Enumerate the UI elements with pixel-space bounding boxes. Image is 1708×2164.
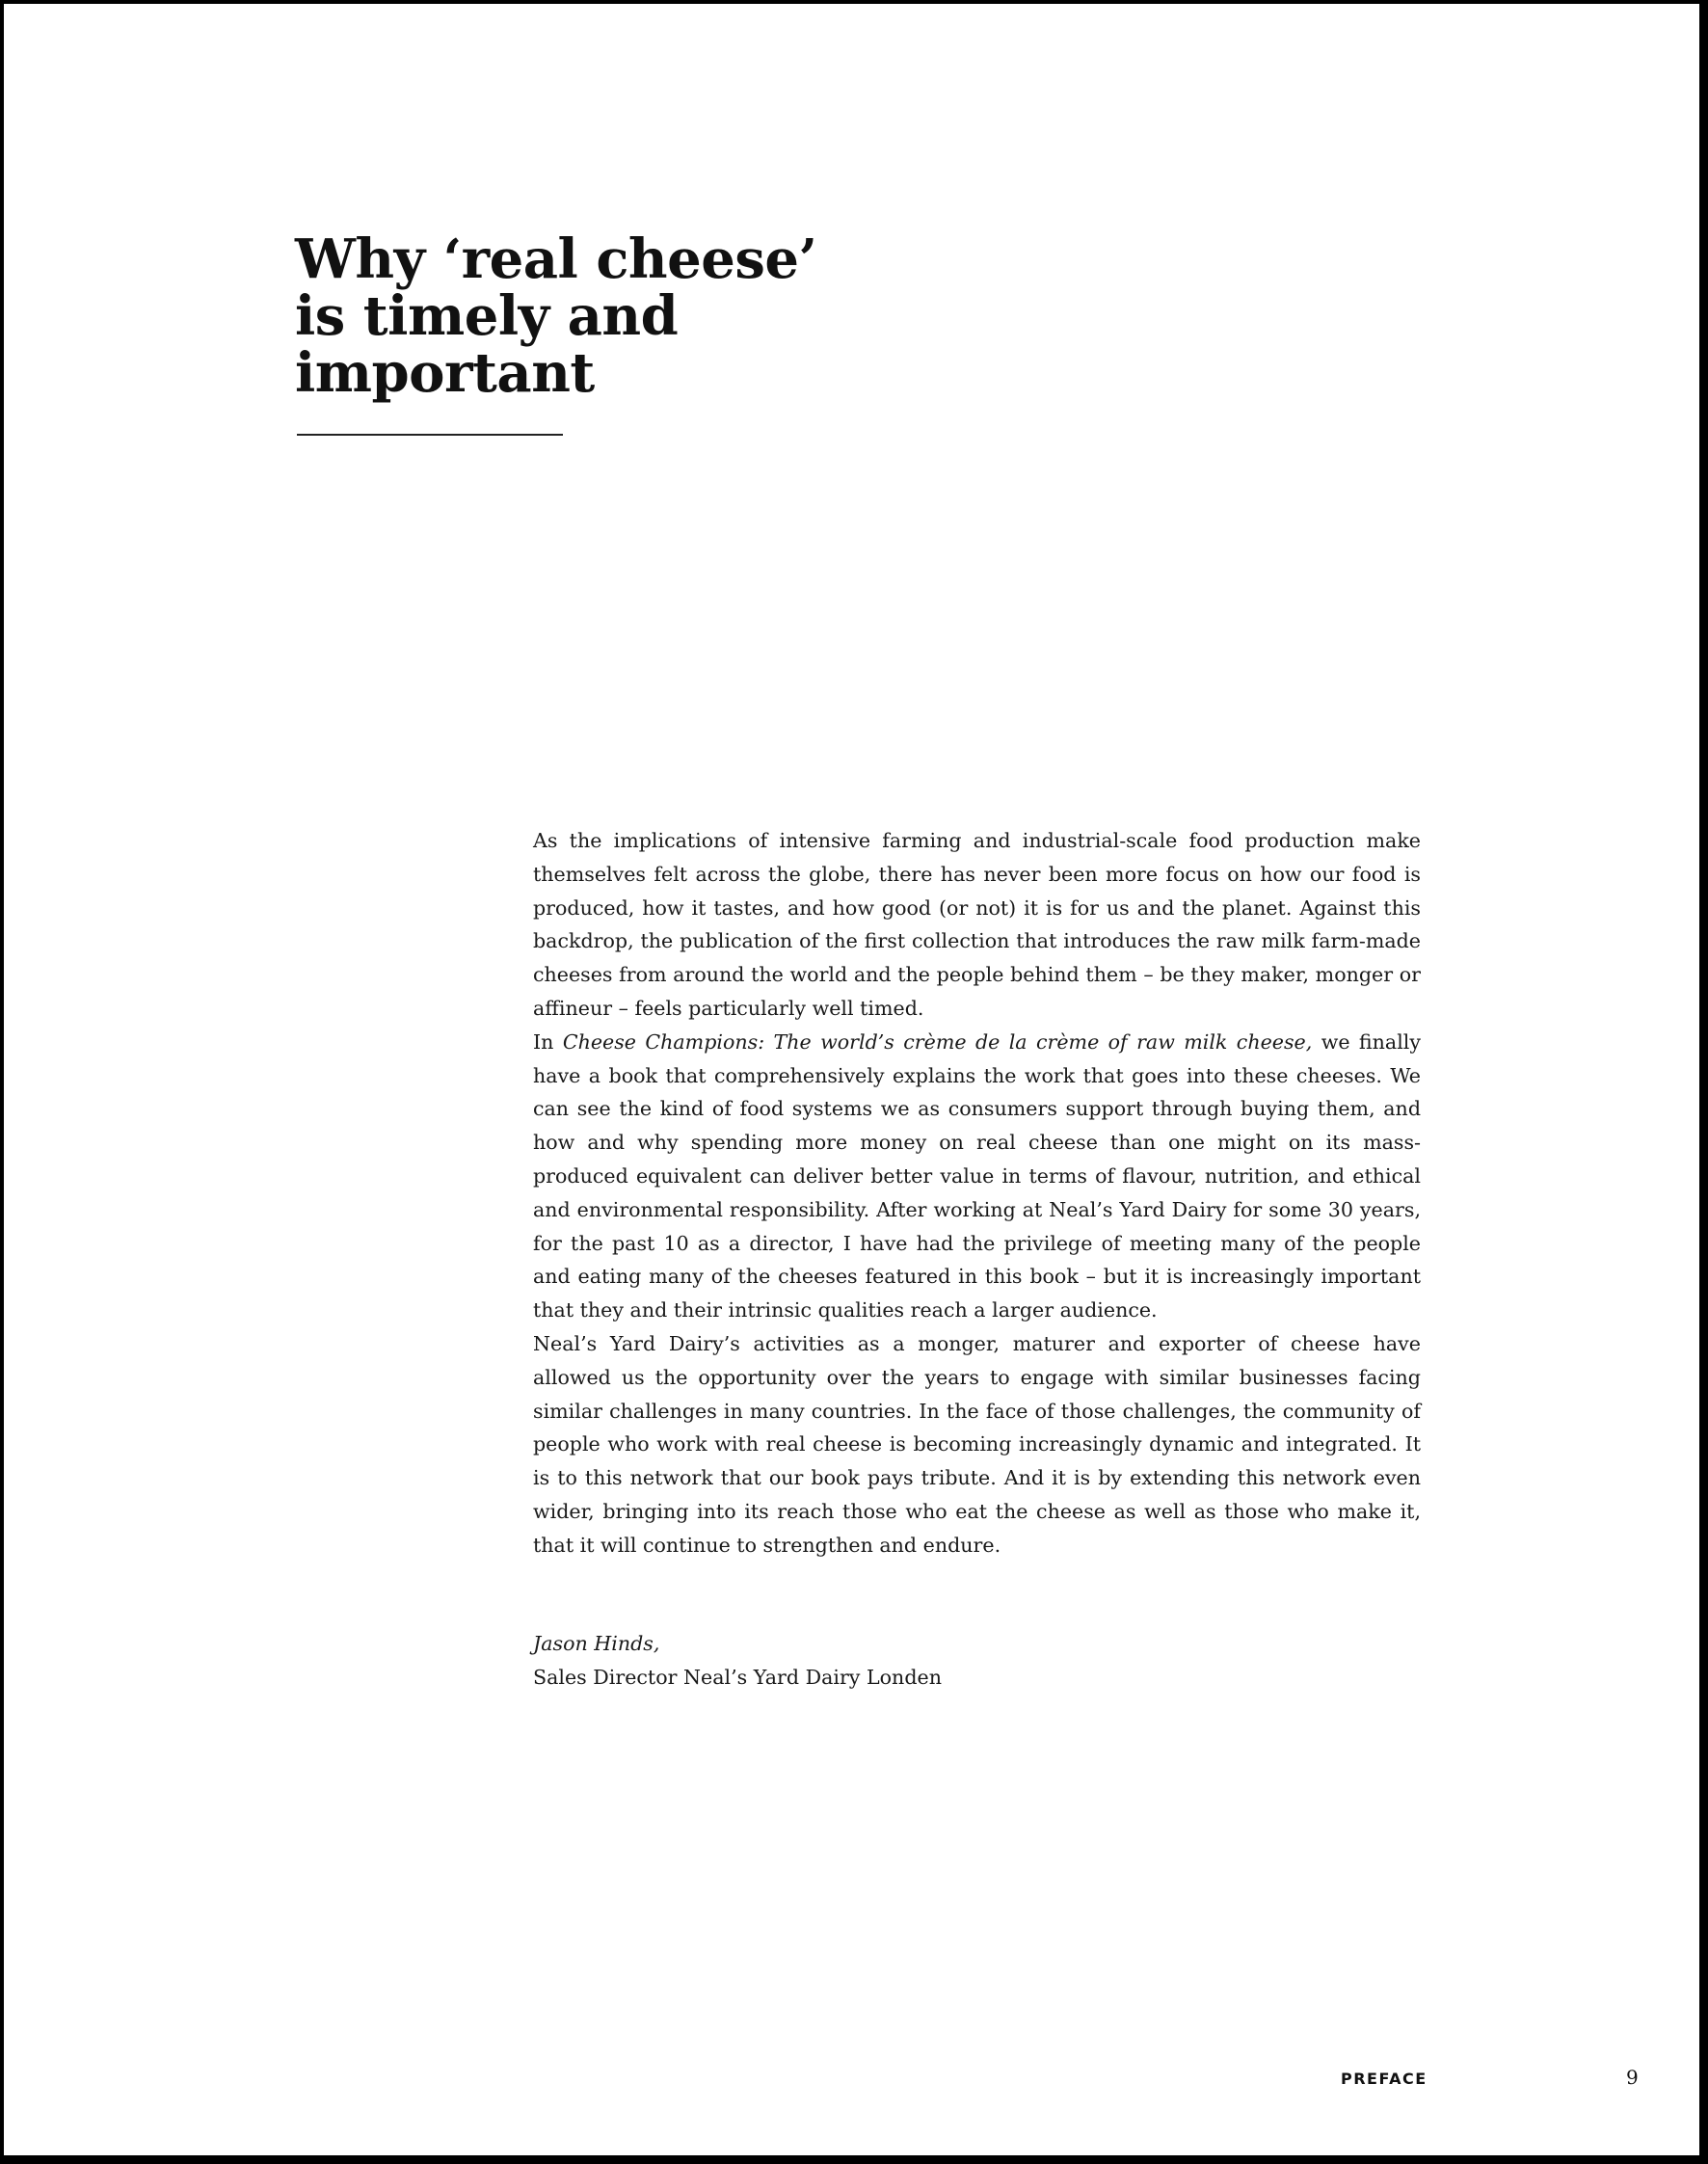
paragraph-2-lead: In [533, 1029, 563, 1054]
title-line-1: Why ‘real cheese’ [295, 227, 817, 291]
signature-name: Jason Hinds, [533, 1632, 660, 1655]
signature-block [533, 1627, 1421, 1695]
title-line-2: is timely and [295, 284, 679, 348]
page-title [295, 227, 873, 405]
paragraph-3: Neal’s Yard Dairy’s activities as a monger, maturer and exporter of cheese have allowed us the opportunity over the years to engage with similar businesses facing similar challenges in many countries. In the face of those challenges, the community of people who work with real cheese is becoming increasingly dynamic and integrated. It is to this network that our book pays tribute. And it is by extending this network even wider, bringing into its reach those who eat the cheese as well as those who make it, that it will continue to strengthen and endure. [533, 1331, 1421, 1557]
paragraph-2-rest: we finally have a book that comprehensively explains the work that goes into these cheeses. We can see the kind of food systems we as consumers support through buying them, and how and why spending more money on real cheese than one might on its mass-produced equivalent can deliver better value in terms of flavour, nutrition, and ethical and environmental responsibility. After working at Neal’s Yard Dairy for some 30 years, for the past 10 as a director, I have had the privilege of meeting many of the people and eating many of the cheeses featured in this book – but it is increasingly important that they and their intrinsic qualities reach a larger audience. [533, 1029, 1421, 1322]
page-number: 9 [1626, 2066, 1639, 2089]
paragraph-2 [533, 1026, 1421, 1327]
book-title: Cheese Champions: The world’s crème de la crème of raw milk cheese, [562, 1029, 1313, 1054]
title-divider [297, 434, 563, 436]
title-line-3: important [295, 341, 595, 405]
article-body [533, 824, 1421, 1563]
footer-section-label: PREFACE [1341, 2070, 1428, 2088]
paragraph-1: As the implications of intensive farming and industrial-scale food production make themselves felt across the globe, there has never been more focus on how our food is produced, how it tastes, and how good (or not) it is for us and the planet. Against this backdrop, the publication of the first collection that introduces the raw milk farm-made cheeses from around the world and the people behind them – be they maker, monger or affineur – feels particularly well timed. [533, 829, 1421, 1020]
signature-role: Sales Director Neal’s Yard Dairy Londen [533, 1665, 942, 1689]
